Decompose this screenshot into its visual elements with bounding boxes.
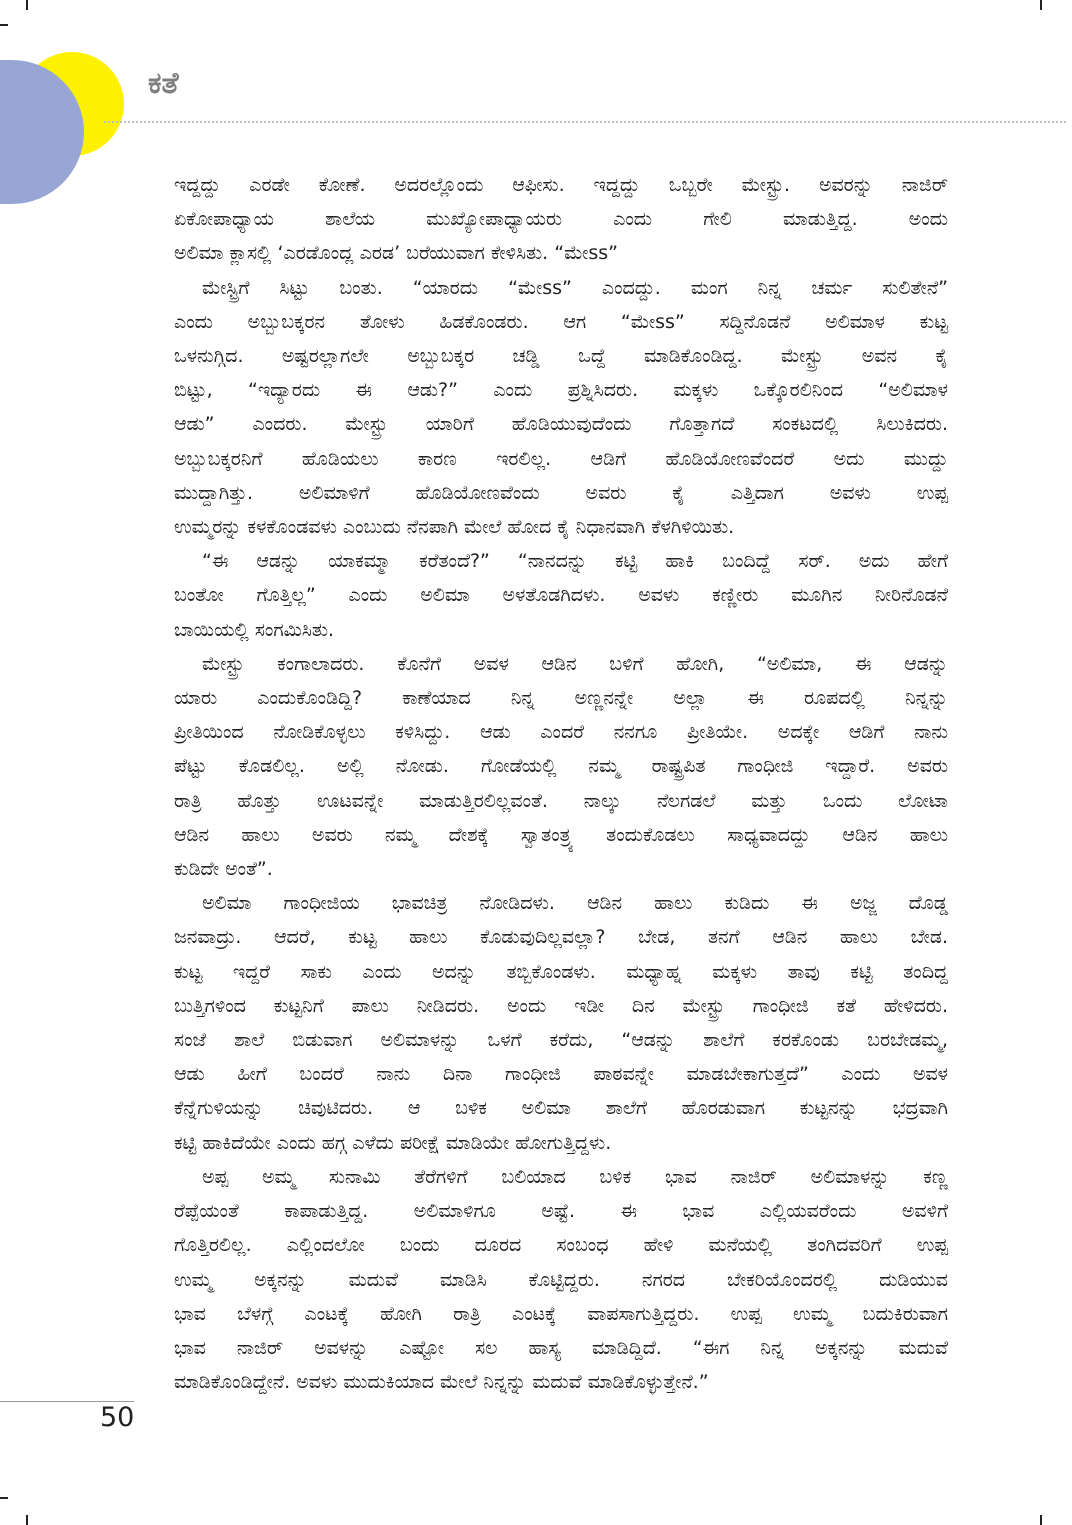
crop-mark-top-right: [1040, 0, 1042, 10]
text-line: ಅಲಿಮಾ ಕ್ಲಾಸಲ್ಲಿ ‘ಎರಡೊಂದ್ಲ ಎರಡ’ ಬರೆಯುವಾಗ ಕೇಳಿಸಿತು. “ಮೇss”: [174, 242, 619, 265]
crop-mark-left-bottom: [0, 1497, 8, 1499]
text-line: ಉಮ್ಮ ಅಕ್ಕನನ್ನು ಮದುವೆ ಮಾಡಿಸಿ ಕೊಟ್ಟಿದ್ದರು. ನಗರದ ಬೇಕರಿಯೊಂದರಲ್ಲಿ ದುಡಿಯುವ: [174, 1268, 948, 1291]
text-line: ಕುಡಿದೇ ಅಂತೆ”.: [174, 858, 273, 881]
text-line: ಆಡು” ಎಂದರು. ಮೇಸ್ಟ್ರು ಯಾರಿಗೆ ಹೊಡಿಯುವುದೆಂದು ಗೊತ್ತಾಗದೆ ಸಂಕಟದಲ್ಲಿ ಸಿಲುಕಿದರು.: [174, 413, 948, 436]
crop-mark-top-left: [26, 0, 28, 10]
text-line: ಕೆನ್ನೆಗುಳಿಯನ್ನು ಚಿವುಟಿದರು. ಆ ಬಳಿಕ ಅಲಿಮಾ ಶಾಲೆಗೆ ಹೊರಡುವಾಗ ಕುಟ್ಟನನ್ನು ಭದ್ರವಾಗಿ: [174, 1097, 948, 1120]
section-title: ಕತೆ: [148, 66, 179, 101]
text-line: ಅಪ್ಪ ಅಮ್ಮ ಸುನಾಮಿ ತೆರೆಗಳಿಗೆ ಬಲಿಯಾದ ಬಳಿಕ ಭಾವ ನಾಜಿರ್ ಅಲಿಮಾಳನ್ನು ಕಣ್ಣ: [202, 1165, 948, 1188]
text-line: ಇದ್ದದ್ದು ಎರಡೇ ಕೋಣೆ. ಅದರಲ್ಲೊಂದು ಆಫೀಸು. ಇದ್ದದ್ದು ಒಬ್ಬರೇ ಮೇಸ್ಟ್ರು. ಅವರನ್ನು ನಾಜಿರ್: [174, 174, 948, 196]
text-line: ಗೊತ್ತಿರಲಿಲ್ಲ. ಎಲ್ಲಿಂದಲೋ ಬಂದು ದೂರದ ಸಂಬಂಧ ಹೇಳಿ ಮನೆಯಲ್ಲಿ ತಂಗಿದವರಿಗೆ ಉಪ್ಪ: [174, 1234, 948, 1257]
text-line: ಬಂತೋ ಗೊತ್ತಿಲ್ಲ” ಎಂದು ಅಲಿಮಾ ಅಳತೊಡಗಿದಳು. ಅವಳು ಕಣ್ಣೀರು ಮೂಗಿನ ನೀರಿನೊಡನೆ: [174, 584, 948, 607]
text-line: ಒಳನುಗ್ಗಿದ. ಅಷ್ಟರಲ್ಲಾಗಲೇ ಅಬ್ಬುಬಕ್ಕರ ಚಡ್ಡಿ ಒದ್ದೆ ಮಾಡಿಕೊಂಡಿದ್ದ. ಮೇಸ್ಟ್ರು ಅವನ ಕೈ: [174, 345, 948, 368]
paragraph-3: [174, 544, 948, 647]
text-line: ರೆಪ್ಪೆಯಂತೆ ಕಾಪಾಡುತ್ತಿದ್ದ. ಅಲಿಮಾಳಿಗೂ ಅಷ್ಟೆ. ಈ ಭಾವ ಎಲ್ಲಿಯವರೆಂದು ಅವಳಿಗೆ: [174, 1200, 948, 1223]
text-line: ಬಾಯಿಯಲ್ಲಿ ಸಂಗಮಿಸಿತು.: [174, 618, 335, 641]
text-line: ಆಡಿನ ಹಾಲು ಅವರು ನಮ್ಮ ದೇಶಕ್ಕೆ ಸ್ವಾತಂತ್ರ್ಯ ತಂದುಕೊಡಲು ಸಾಧ್ಯವಾದದ್ದು ಆಡಿನ ಹಾಲು: [174, 823, 948, 846]
header-dotted-rule: [104, 121, 1066, 123]
text-line: “ಈ ಆಡನ್ನು ಯಾಕಮ್ಮಾ ಕರೆತಂದೆ?” “ನಾನದನ್ನು ಕಟ್ಟಿ ಹಾಕಿ ಬಂದಿದ್ದೆ ಸರ್. ಅದು ಹೇಗೆ: [202, 550, 948, 573]
crop-mark-bottom-right: [1040, 1515, 1042, 1525]
text-line: ಮೇಸ್ಟ್ರು ಕಂಗಾಲಾದರು. ಕೊನೆಗೆ ಅವಳ ಆಡಿನ ಬಳಿಗೆ ಹೋಗಿ, “ಅಲಿಮಾ, ಈ ಆಡನ್ನು: [202, 652, 948, 675]
text-line: ಭಾವ ನಾಜಿರ್ ಅವಳನ್ನು ಎಷ್ಟೋ ಸಲ ಹಾಸ್ಯ ಮಾಡಿದ್ದಿದೆ. “ಈಗ ನಿನ್ನ ಅಕ್ಕನನ್ನು ಮದುವೆ: [174, 1336, 948, 1359]
story-body: [174, 168, 948, 1399]
text-line: ಅಬ್ಬುಬಕ್ಕರನಿಗೆ ಹೊಡಿಯಲು ಕಾರಣ ಇರಲಿಲ್ಲ. ಆಡಿಗೆ ಹೊಡಿಯೋಣವೆಂದರೆ ಅದು ಮುದ್ದು: [174, 447, 948, 470]
text-line: ಬುತ್ತಿಗಳಿಂದ ಕುಟ್ಟನಿಗೆ ಪಾಲು ನೀಡಿದರು. ಅಂದು ಇಡೀ ದಿನ ಮೇಸ್ಟ್ರು ಗಾಂಧೀಜಿ ಕತೆ ಹೇಳಿದರು.: [174, 994, 948, 1017]
paragraph-2: [174, 271, 948, 545]
text-line: ಏಕೋಪಾಧ್ಯಾಯ ಶಾಲೆಯ ಮುಖ್ಯೋಪಾಧ್ಯಾಯರು ಎಂದು ಗೇಲಿ ಮಾಡುತ್ತಿದ್ದ. ಅಂದು: [174, 208, 948, 231]
text-line: ಬಿಟ್ಟು, “ಇದ್ಯಾರದು ಈ ಆಡು?” ಎಂದು ಪ್ರಶ್ನಿಸಿದರು. ಮಕ್ಕಳು ಒಕ್ಕೊರಲಿನಿಂದ “ಅಲಿಮಾಳ: [174, 379, 948, 402]
text-line: ಕುಟ್ಟ ಇದ್ದರೆ ಸಾಕು ಎಂದು ಅದನ್ನು ತಬ್ಬಿಕೊಂಡಳು. ಮಧ್ಯಾಹ್ನ ಮಕ್ಕಳು ತಾವು ಕಟ್ಟಿ ತಂದಿದ್ದ: [174, 960, 948, 983]
text-line: ಮಾಡಿಕೊಂಡಿದ್ದೇನೆ. ಅವಳು ಮುದುಕಿಯಾದ ಮೇಲೆ ನಿನ್ನನ್ನು ಮದುವೆ ಮಾಡಿಕೊಳ್ಳುತ್ತೇನೆ.”: [174, 1371, 709, 1394]
paragraph-4: [174, 647, 948, 886]
text-line: ಎಂದು ಅಬ್ಬುಬಕ್ಕರನ ತೋಳು ಹಿಡಕೊಂಡರು. ಆಗ “ಮೇss” ಸದ್ದಿನೊಡನೆ ಅಲಿಮಾಳ ಕುಟ್ಟ: [174, 310, 948, 333]
text-line: ರಾತ್ರಿ ಹೊತ್ತು ಊಟವನ್ನೇ ಮಾಡುತ್ತಿರಲಿಲ್ಲವಂತೆ. ನಾಲ್ಕು ನೆಲಗಡಲೆ ಮತ್ತು ಒಂದು ಲೋಟಾ: [174, 789, 948, 812]
text-line: ಭಾವ ಬೆಳಗ್ಗೆ ಎಂಟಕ್ಕೆ ಹೋಗಿ ರಾತ್ರಿ ಎಂಟಕ್ಕೆ ವಾಪಸಾಗುತ್ತಿದ್ದರು. ಉಪ್ಪ ಉಮ್ಮ ಬದುಕಿರುವಾಗ: [174, 1302, 948, 1325]
text-line: ಮೇಸ್ಟ್ರಿಗೆ ಸಿಟ್ಟು ಬಂತು. “ಯಾರದು “ಮೇss” ಎಂದದ್ದು. ಮಂಗ ನಿನ್ನ ಚರ್ಮ ಸುಲಿತೇನೆ”: [202, 276, 948, 299]
text-line: ಸಂಜೆ ಶಾಲೆ ಬಿಡುವಾಗ ಅಲಿಮಾಳನ್ನು ಒಳಗೆ ಕರೆದು, “ಆಡನ್ನು ಶಾಲೆಗೆ ಕರಕೊಂಡು ಬರಬೇಡಮ್ಮ,: [174, 1029, 948, 1052]
crop-mark-left-top: [0, 24, 8, 26]
crop-mark-bottom-left: [26, 1515, 28, 1525]
text-line: ಆಡು ಹೀಗೆ ಬಂದರೆ ನಾನು ದಿನಾ ಗಾಂಧೀಜಿ ಪಾಠವನ್ನೇ ಮಾಡಬೇಕಾಗುತ್ತದೆ” ಎಂದು ಅವಳ: [174, 1063, 948, 1086]
text-line: ಯಾರು ಎಂದುಕೊಂಡಿದ್ದಿ? ಕಾಣೆಯಾದ ನಿನ್ನ ಅಣ್ಣನನ್ನೇ ಅಲ್ಲಾ ಈ ರೂಪದಲ್ಲಿ ನಿನ್ನನ್ನು: [174, 687, 948, 710]
paragraph-6: [174, 1160, 948, 1399]
text-line: ಕಟ್ಟಿ ಹಾಕಿದೆಯೇ ಎಂದು ಹಗ್ಗ ಎಳೆದು ಪರೀಕ್ಷೆ ಮಾಡಿಯೇ ಹೋಗುತ್ತಿದ್ದಳು.: [174, 1131, 612, 1154]
text-line: ಉಮ್ಮರನ್ನು ಕಳಕೊಂಡವಳು ಎಂಬುದು ನೆನಪಾಗಿ ಮೇಲೆ ಹೋದ ಕೈ ನಿಧಾನವಾಗಿ ಕೆಳಗಿಳಿಯಿತು.: [174, 516, 735, 539]
paragraph-1: [174, 168, 948, 271]
text-line: ಪ್ರೀತಿಯಿಂದ ನೋಡಿಕೊಳ್ಳಲು ಕಳಿಸಿದ್ದು. ಆಡು ಎಂದರೆ ನನಗೂ ಪ್ರೀತಿಯೇ. ಅದಕ್ಕೇ ಆಡಿಗೆ ನಾನು: [174, 721, 948, 744]
page-number: 50: [100, 1402, 135, 1433]
text-line: ಪೆಟ್ಟು ಕೊಡಲಿಲ್ಲ. ಅಲ್ಲಿ ನೋಡು. ಗೋಡೆಯಲ್ಲಿ ನಮ್ಮ ರಾಷ್ಟ್ರಪಿತ ಗಾಂಧೀಜಿ ಇದ್ದಾರೆ. ಅವರು: [174, 755, 948, 778]
text-line: ಜನವಾದ್ರು. ಆದರೆ, ಕುಟ್ಟ ಹಾಲು ಕೊಡುವುದಿಲ್ಲವಲ್ಲಾ? ಬೇಡ, ತನಗೆ ಆಡಿನ ಹಾಲು ಬೇಡ.: [174, 926, 948, 949]
text-line: ಅಲಿಮಾ ಗಾಂಧೀಜಿಯ ಭಾವಚಿತ್ರ ನೋಡಿದಳು. ಆಡಿನ ಹಾಲು ಕುಡಿದು ಈ ಅಜ್ಜ ದೊಡ್ಡ: [202, 892, 948, 915]
paragraph-5: [174, 886, 948, 1160]
text-line: ಮುದ್ದಾಗಿತ್ತು. ಅಲಿಮಾಳಿಗೆ ಹೊಡಿಯೋಣವೆಂದು ಅವರು ಕೈ ಎತ್ತಿದಾಗ ಅವಳು ಉಪ್ಪ: [174, 481, 948, 504]
